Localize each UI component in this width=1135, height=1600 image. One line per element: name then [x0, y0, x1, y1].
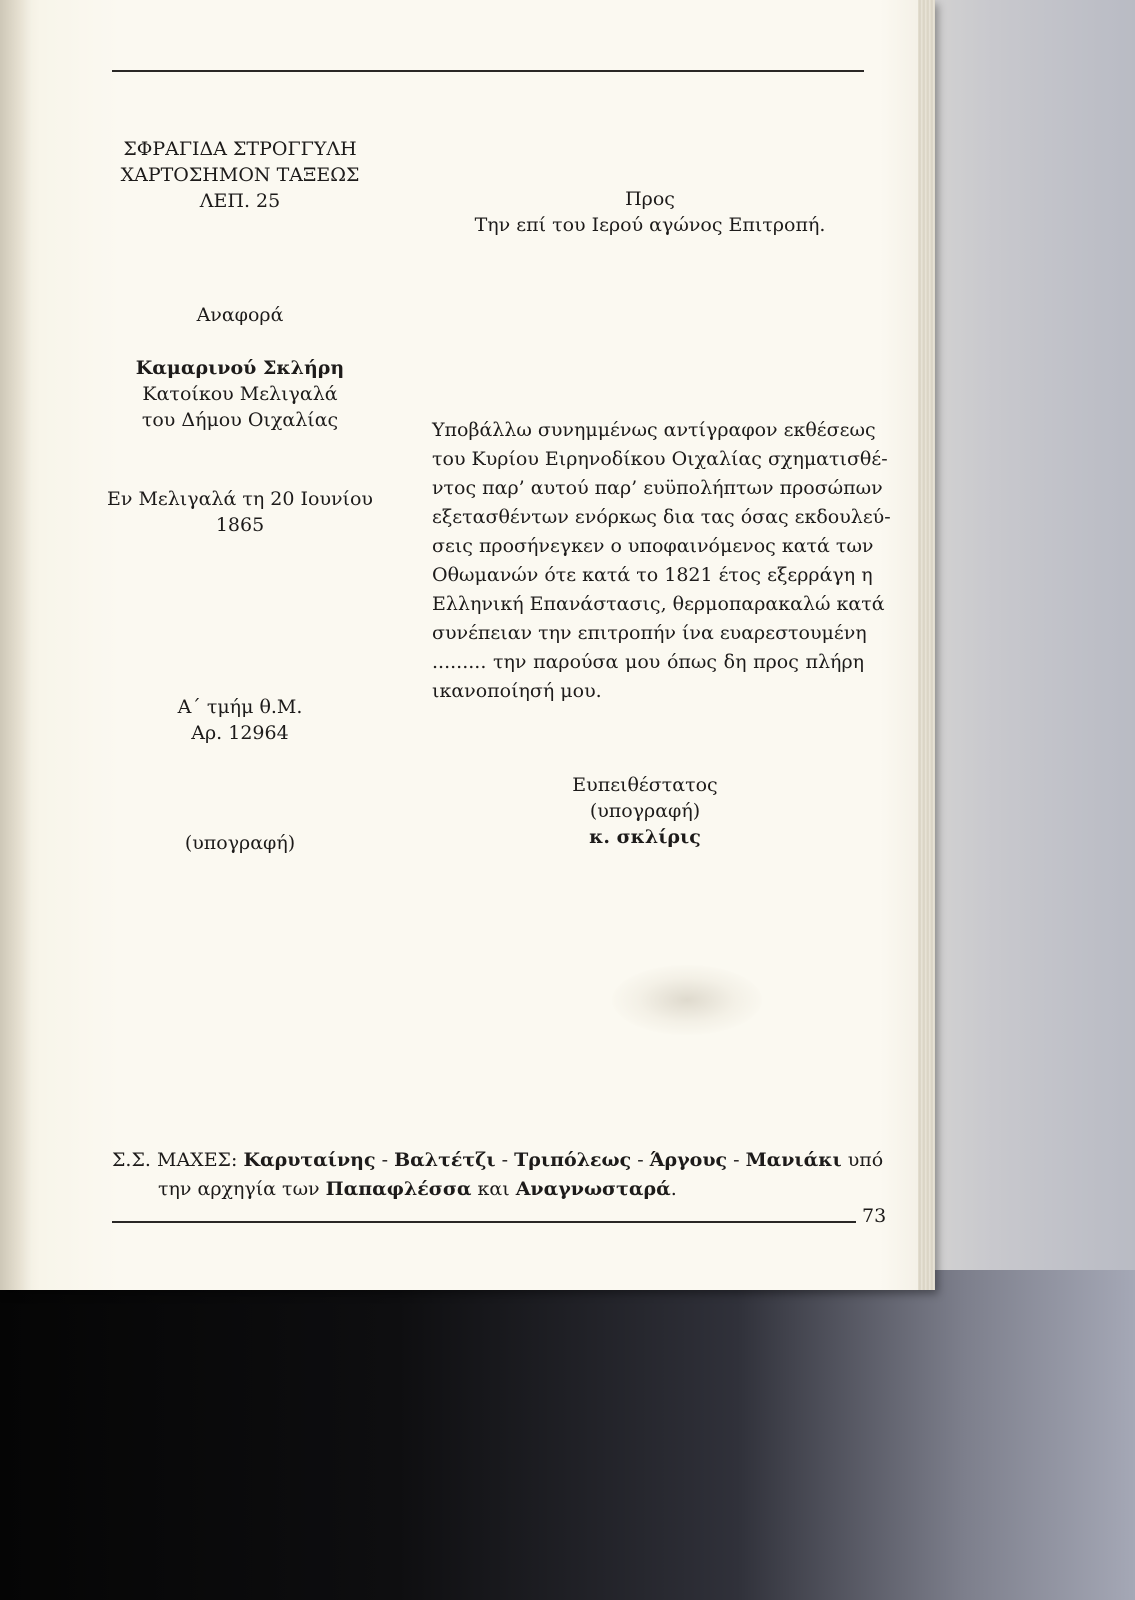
page-edge — [918, 0, 935, 1290]
body-line: Ελληνική Επανάστασις, θερμοπαρακαλώ κατά — [432, 593, 885, 615]
left-signature-label: (υπογραφή) — [184, 832, 296, 854]
body-line: συνέπειαν την επιτροπήν ίνα ευαρεστουμένη — [432, 622, 867, 644]
paper-stain — [612, 965, 762, 1035]
stamp-line: ΣΦΡΑΓΙΔΑ ΣΤΡΟΓΓΥΛΗ — [123, 138, 357, 160]
registry-block — [90, 694, 390, 746]
body-line: ......... την παρούσα μου όπως δη προς πλήρη — [432, 651, 864, 673]
separator: - — [495, 1149, 515, 1171]
battle-name: Άργους — [649, 1149, 728, 1171]
registry-line: Α΄ τμήμ θ.Μ. — [177, 696, 303, 718]
battle-name: Μανιάκι — [745, 1149, 842, 1171]
footnote-text: υπό — [841, 1149, 884, 1171]
body-line: σεις προσήνεγκεν ο υποφαινόμενος κατά των — [432, 535, 874, 557]
body-line: του Κυρίου Ειρηνοδίκου Οιχαλίας σχηματισθέ- — [432, 448, 888, 470]
separator: - — [727, 1149, 746, 1171]
top-rule — [112, 70, 864, 72]
closing-block — [480, 772, 810, 850]
background-desk-right — [900, 0, 1135, 1290]
footnote-text: και — [471, 1178, 516, 1200]
battle-name: Τριπόλεως — [514, 1149, 632, 1171]
footnote-prefix: Σ.Σ. ΜΑΧΕΣ: — [112, 1149, 244, 1171]
battle-name: Βαλτέτζι — [394, 1149, 496, 1171]
closing-text: Ευπειθέστατος — [572, 774, 718, 796]
page-gutter — [0, 0, 32, 1290]
separator: - — [375, 1149, 395, 1171]
stamp-block — [90, 136, 390, 214]
stamp-line: ΛΕΠ. 25 — [199, 190, 281, 212]
background-desk-bottom — [0, 1270, 1135, 1600]
registry-line: Αρ. 12964 — [191, 722, 289, 744]
footnote-line-1 — [112, 1147, 883, 1174]
address-block — [440, 186, 860, 238]
sender-line: του Δήμου Οιχαλίας — [141, 409, 339, 431]
body-line: εξετασθέντων ενόρκως δια τας όσας εκδουλεύ- — [432, 506, 891, 528]
signature-name: κ. σκλίρις — [589, 826, 701, 848]
body-line: ικανοποίησή μου. — [432, 680, 602, 702]
sender-line: Κατοίκου Μελιγαλά — [142, 383, 338, 405]
date-line: 1865 — [215, 514, 265, 536]
address-line: Προς — [625, 188, 675, 210]
footnote-end: . — [670, 1178, 677, 1200]
separator: - — [631, 1149, 650, 1171]
date-line: Εν Μελιγαλά τη 20 Ιουνίου — [107, 488, 373, 510]
leader-name: Αναγνωσταρά — [515, 1178, 671, 1200]
address-line: Την επί του Ιερού αγώνος Επιτροπή. — [474, 214, 826, 236]
report-label: Αναφορά — [196, 304, 284, 326]
body-line: Υποβάλλω συνημμένως αντίγραφον εκθέσεως — [432, 419, 876, 441]
right-signature-label: (υπογραφή) — [589, 800, 701, 822]
footnote-line-2 — [158, 1176, 677, 1203]
footnote-text: την αρχηγία των — [158, 1178, 326, 1200]
body-paragraph — [432, 416, 891, 706]
body-line: Οθωμανών ότε κατά το 1821 έτος εξερράγη η — [432, 564, 873, 586]
sender-block — [90, 355, 390, 433]
date-block — [90, 486, 390, 538]
battle-name: Καρυταίνης — [243, 1149, 376, 1171]
sender-name: Καμαρινού Σκλήρη — [135, 357, 345, 379]
bottom-rule — [112, 1221, 856, 1223]
stamp-line: ΧΑΡΤΟΣΗΜΟΝ ΤΑΞΕΩΣ — [120, 164, 360, 186]
body-line: ντος παρ’ αυτού παρ’ ευϋπολήπτων προσώπων — [432, 477, 883, 499]
leader-name: Παπαφλέσσα — [325, 1178, 472, 1200]
page-number: 73 — [862, 1205, 887, 1227]
